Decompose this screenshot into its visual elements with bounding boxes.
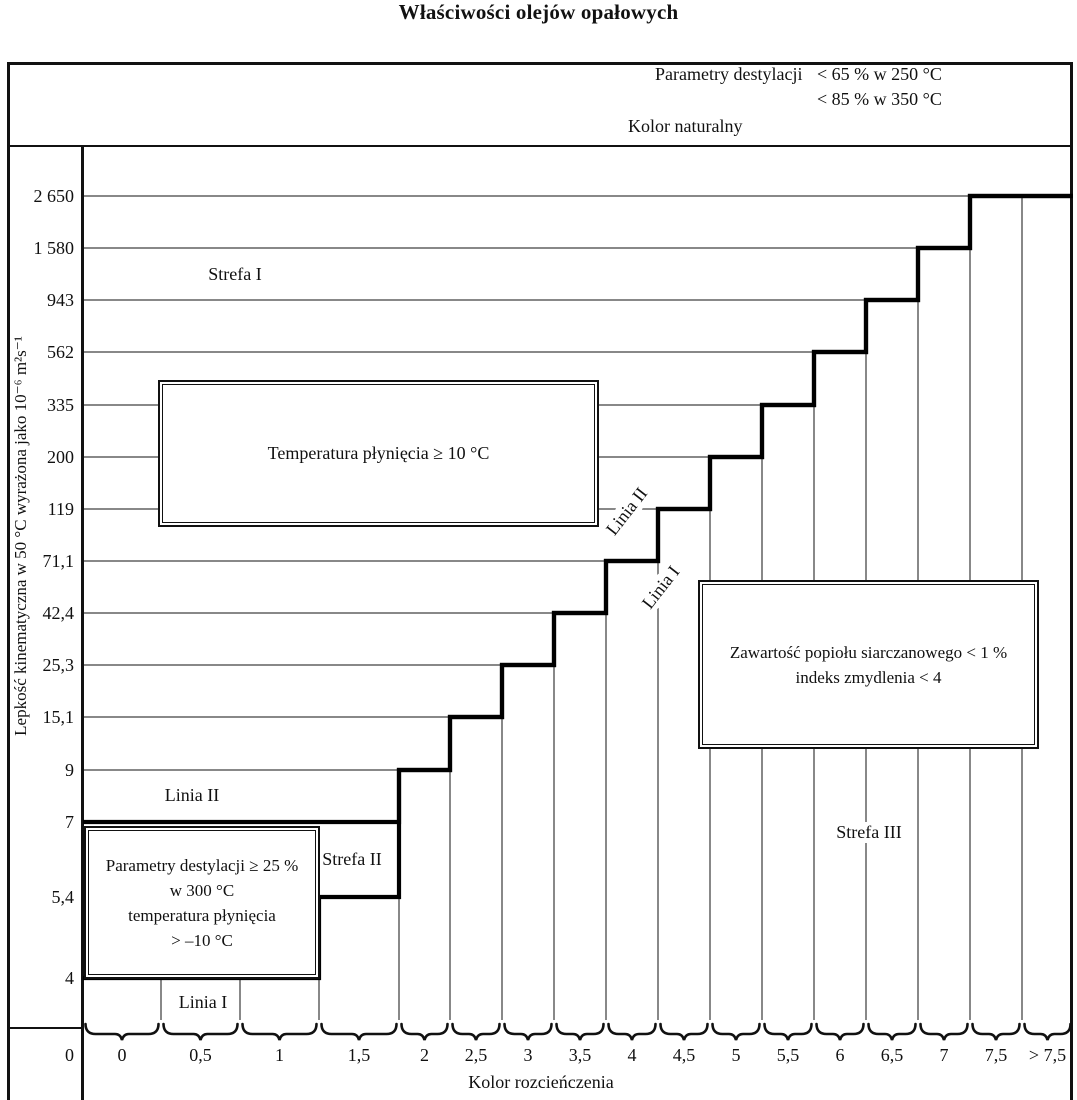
x-tick-label: 6,5 — [880, 1045, 904, 1065]
y-tick-label: 2 650 — [33, 186, 74, 206]
distillation-params-label: Parametry destylacji — [655, 64, 803, 84]
zone-label-strefa-3: Strefa III — [832, 822, 905, 843]
y-origin-label: 0 — [65, 1045, 74, 1065]
category-brace — [505, 1024, 552, 1040]
x-tick-label: 5,5 — [776, 1045, 800, 1065]
x-tick-label: 2 — [420, 1045, 429, 1065]
annotation-box-sulphated-ash — [698, 580, 1039, 749]
linia-1-label-bottom: Linia I — [178, 992, 228, 1012]
category-brace — [453, 1024, 500, 1040]
x-tick-label: 1 — [275, 1045, 284, 1065]
category-brace — [661, 1024, 708, 1040]
x-axis-title: Kolor rozcieńczenia — [468, 1072, 614, 1092]
x-tick-label: 7 — [939, 1045, 949, 1065]
category-brace — [164, 1024, 238, 1040]
zone-label-strefa-2: Strefa II — [322, 849, 382, 869]
x-tick-label: 7,5 — [984, 1045, 1008, 1065]
y-tick-label: 200 — [47, 447, 74, 467]
y-tick-label: 71,1 — [42, 551, 74, 571]
x-tick-label: 0 — [117, 1045, 127, 1065]
annotation-text: > –10 °C — [171, 930, 233, 950]
x-tick-label: 1,5 — [347, 1045, 371, 1065]
x-tick-label: 3 — [523, 1045, 533, 1065]
annotation-box-pour-point — [158, 380, 599, 527]
y-tick-label: 562 — [47, 342, 74, 362]
annotation-box-distillation — [84, 826, 320, 979]
category-brace — [765, 1024, 812, 1040]
distillation-param-value-2: < 85 % w 350 °C — [817, 89, 942, 109]
x-tick-label: 0,5 — [189, 1045, 212, 1065]
category-brace — [921, 1024, 968, 1040]
x-tick-label: 4,5 — [672, 1045, 696, 1065]
category-brace — [817, 1024, 864, 1040]
category-brace — [609, 1024, 656, 1040]
annotation-text: temperatura płynięcia — [128, 905, 276, 925]
annotation-text: indeks zmydlenia < 4 — [795, 667, 942, 687]
y-tick-label: 25,3 — [42, 655, 74, 675]
category-brace — [1025, 1024, 1071, 1040]
linia-2-label-left: Linia II — [164, 785, 220, 805]
annotation-text: w 300 °C — [169, 880, 235, 900]
linia-2-label-diagonal: Linia II — [599, 480, 654, 542]
y-tick-label: 5,4 — [51, 887, 74, 907]
linia-1-label-diagonal: Linia I — [635, 559, 686, 616]
category-brace — [322, 1024, 397, 1040]
y-tick-label: 42,4 — [42, 603, 74, 623]
x-tick-label: > 7,5 — [1028, 1045, 1067, 1065]
category-brace — [973, 1024, 1020, 1040]
annotation-text: Parametry destylacji ≥ 25 % — [105, 855, 299, 875]
x-tick-label: 5 — [731, 1045, 741, 1065]
y-tick-label: 1 580 — [33, 238, 74, 258]
annotation-text: Temperatura płynięcia ≥ 10 °C — [267, 443, 490, 463]
category-brace — [243, 1024, 317, 1040]
y-tick-label: 9 — [65, 760, 74, 780]
y-tick-label: 4 — [65, 968, 74, 988]
x-tick-label: 6 — [835, 1045, 845, 1065]
page-title: Właściwości olejów opałowych — [398, 0, 679, 24]
natural-color-label: Kolor naturalny — [628, 116, 743, 136]
zone-label-strefa-1: Strefa I — [208, 264, 262, 284]
category-brace — [869, 1024, 916, 1040]
category-brace — [557, 1024, 604, 1040]
x-tick-label: 3,5 — [568, 1045, 592, 1065]
category-brace — [713, 1024, 760, 1040]
y-axis-title: Lepkość kinematyczna w 50 °C wyrażona jako 10⁻⁶ m²s⁻¹ — [11, 336, 30, 736]
category-brace — [86, 1024, 159, 1040]
x-tick-label: 4 — [627, 1045, 637, 1065]
category-brace — [402, 1024, 448, 1040]
annotation-text: Zawartość popiołu siarczanowego < 1 % — [729, 642, 1008, 662]
x-tick-label: 2,5 — [464, 1045, 488, 1065]
y-tick-label: 943 — [47, 290, 74, 310]
y-tick-label: 7 — [65, 812, 74, 832]
y-tick-label: 119 — [47, 499, 74, 519]
y-tick-label: 335 — [47, 395, 74, 415]
y-tick-label: 15,1 — [42, 707, 74, 727]
distillation-param-value-1: < 65 % w 250 °C — [817, 64, 942, 84]
